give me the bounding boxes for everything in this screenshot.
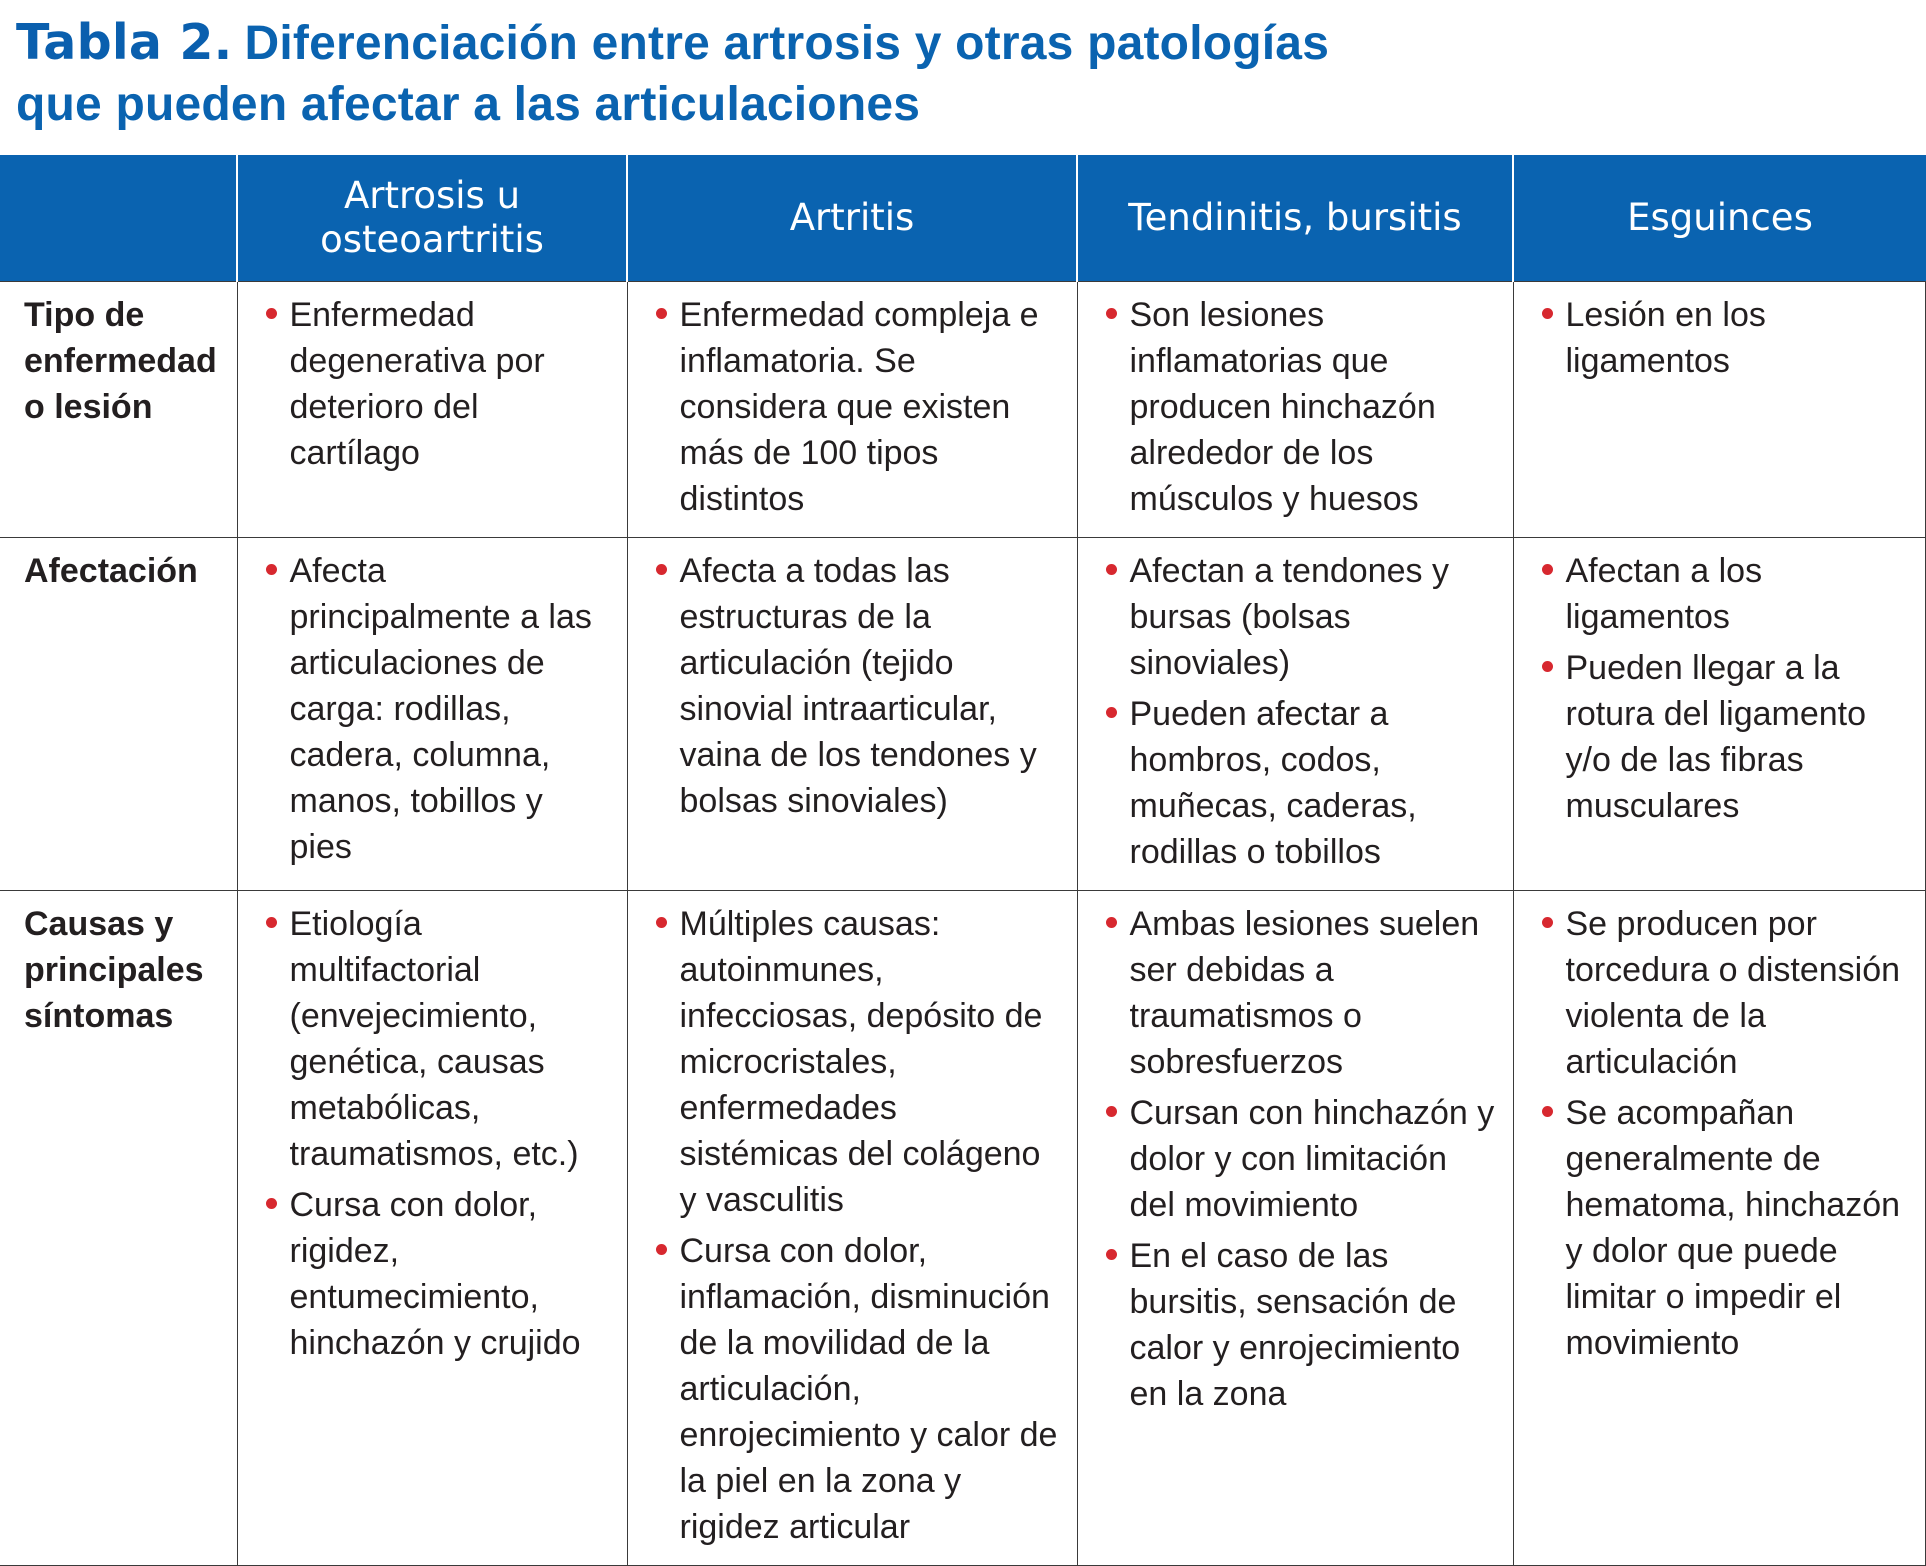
list-item: Pueden afectar a hombros, codos, muñecas, caderas, rodillas o tobillos <box>1106 691 1501 875</box>
list-item: Ambas lesiones suelen ser debidas a traumatismos o sobresfuerzos <box>1106 901 1501 1085</box>
table-row <box>0 538 1926 891</box>
list-item: Pueden llegar a la rotura del ligamento y/o de las fibras musculares <box>1542 645 1914 829</box>
header-cell-empty <box>0 155 237 282</box>
list-item: Enfermedad compleja e inflamatoria. Se considera que existen más de 100 tipos distintos <box>656 292 1065 522</box>
list-item: Cursa con dolor, inflamación, disminución de la movilidad de la articulación, enrojecimiento y calor de la piel en la zona y rigidez articular <box>656 1228 1065 1550</box>
table-cell <box>237 282 627 538</box>
title-line-2: que pueden afectar a las articulaciones <box>16 78 921 131</box>
header-artritis: Artritis <box>627 155 1077 282</box>
list-item: Afecta principalmente a las articulaciones de carga: rodillas, cadera, columna, manos, tobillos y pies <box>266 548 615 870</box>
list-item: En el caso de las bursitis, sensación de calor y enrojecimiento en la zona <box>1106 1233 1501 1417</box>
table-cell <box>1077 538 1513 891</box>
row-label: Causas y principales síntomas <box>0 891 237 1566</box>
header-row <box>0 155 1926 282</box>
table-cell <box>237 538 627 891</box>
table-row <box>0 891 1926 1566</box>
header-tendinitis-bursitis: Tendinitis, bursitis <box>1077 155 1513 282</box>
table-cell <box>627 282 1077 538</box>
table-number: Tabla 2. <box>16 14 233 71</box>
table-cell <box>1513 282 1926 538</box>
table-row <box>0 282 1926 538</box>
list-item: Etiología multifactorial (envejecimiento, genética, causas metabólicas, traumatismos, etc.) <box>266 901 615 1177</box>
list-item: Son lesiones inflamatorias que producen hinchazón alrededor de los músculos y huesos <box>1106 292 1501 522</box>
list-item: Cursan con hinchazón y dolor y con limitación del movimiento <box>1106 1090 1501 1228</box>
comparison-table <box>0 155 1926 1566</box>
list-item: Cursa con dolor, rigidez, entumecimiento, hinchazón y crujido <box>266 1182 615 1366</box>
list-item: Afectan a tendones y bursas (bolsas sinoviales) <box>1106 548 1501 686</box>
row-label: Tipo de enfermedad o lesión <box>0 282 237 538</box>
table-cell <box>1077 891 1513 1566</box>
table-cell <box>1513 891 1926 1566</box>
list-item: Afectan a los ligamentos <box>1542 548 1914 640</box>
table-cell <box>627 538 1077 891</box>
row-label: Afectación <box>0 538 237 891</box>
header-esguinces: Esguinces <box>1513 155 1926 282</box>
list-item: Afecta a todas las estructuras de la articulación (tejido sinovial intraarticular, vaina de los tendones y bolsas sinoviales) <box>656 548 1065 824</box>
table-cell <box>1513 538 1926 891</box>
table-cell <box>627 891 1077 1566</box>
table-cell <box>237 891 627 1566</box>
title-line-1: Diferenciación entre artrosis y otras patologías <box>244 17 1330 70</box>
list-item: Lesión en los ligamentos <box>1542 292 1914 384</box>
table-title <box>16 12 1896 135</box>
list-item: Múltiples causas: autoinmunes, infecciosas, depósito de microcristales, enfermedades sistémicas del colágeno y vasculitis <box>656 901 1065 1223</box>
list-item: Se acompañan generalmente de hematoma, hinchazón y dolor que puede limitar o impedir el movimiento <box>1542 1090 1914 1366</box>
list-item: Se producen por torcedura o distensión violenta de la articulación <box>1542 901 1914 1085</box>
header-artrosis: Artrosis u osteoartritis <box>237 155 627 282</box>
table-cell <box>1077 282 1513 538</box>
list-item: Enfermedad degenerativa por deterioro del cartílago <box>266 292 615 476</box>
